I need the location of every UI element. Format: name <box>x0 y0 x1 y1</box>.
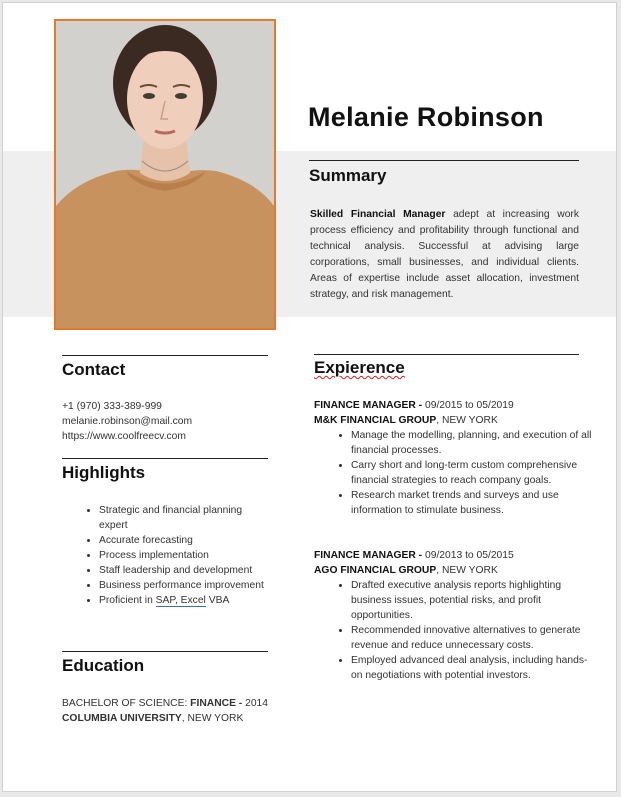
job-company: AGO FINANCIAL GROUP <box>314 565 437 576</box>
summary-heading: Summary <box>309 166 387 185</box>
education-heading: Education <box>62 656 145 675</box>
highlight-suffix: VBA <box>205 595 230 606</box>
portrait-illustration <box>56 21 274 328</box>
highlights-heading: Highlights <box>62 463 146 482</box>
job-dates: 09/2015 to 05/2019 <box>424 400 514 411</box>
highlights-list <box>81 503 271 608</box>
list-item: • Business performance improvement <box>99 578 271 593</box>
summary-text <box>310 207 579 303</box>
experience-rule <box>314 354 579 355</box>
full-name: Melanie Robinson <box>308 102 544 132</box>
list-item: • Employed advanced deal analysis, including hands-on negotiations with potential investors. <box>351 653 597 683</box>
list-item: • Carry short and long-term custom comprehensive financial strategies to reach company goals. <box>351 458 597 488</box>
job-location: , NEW YORK <box>436 415 498 426</box>
experience-heading-text: Expierence <box>314 358 405 377</box>
school-location: , NEW YORK <box>181 713 244 724</box>
highlights-rule <box>62 458 268 459</box>
field: FINANCE - <box>190 698 246 709</box>
skills-link[interactable]: SAP, Excel <box>155 595 206 606</box>
job-title: FINANCE MANAGER - <box>314 550 425 561</box>
list-item: • Process implementation <box>99 548 271 563</box>
school: COLUMBIA UNIVERSITY <box>62 713 182 724</box>
resume-page <box>2 2 617 792</box>
job-bullets <box>333 428 597 518</box>
list-item <box>99 593 271 608</box>
contact-heading: Contact <box>62 360 126 379</box>
list-item: • Accurate forecasting <box>99 533 271 548</box>
list-item: • Recommended innovative alternatives to generate revenue and reduce unnecessary costs. <box>351 623 597 653</box>
list-item: • Staff leadership and development <box>99 563 271 578</box>
year: 2014 <box>245 698 269 709</box>
summary-rule <box>309 160 579 161</box>
summary-lead: Skilled Financial Manager <box>310 209 446 220</box>
job-dates: 09/2013 to 05/2015 <box>424 550 514 561</box>
contact-email[interactable]: melanie.robinson@mail.com <box>62 416 193 427</box>
experience-heading <box>314 358 405 378</box>
degree: BACHELOR OF SCIENCE: <box>62 698 191 709</box>
job-title-line <box>314 548 514 563</box>
job-company: M&K FINANCIAL GROUP <box>314 415 437 426</box>
job-company-line <box>314 413 498 428</box>
education-degree-line <box>62 696 268 712</box>
profile-photo <box>54 19 276 330</box>
job-bullets <box>333 578 597 683</box>
list-item: • Research market trends and surveys and use information to stimulate business. <box>351 488 597 518</box>
list-item: • Manage the modelling, planning, and execution of all financial processes. <box>351 428 597 458</box>
education-school-line <box>62 711 243 727</box>
job-location: , NEW YORK <box>436 565 498 576</box>
contact-rule <box>62 355 268 356</box>
job-company-line <box>314 563 498 578</box>
job-title-line <box>314 398 514 413</box>
education-rule <box>62 651 268 652</box>
job-title: FINANCE MANAGER - <box>314 400 425 411</box>
summary-body: adept at increasing work process efficiency and profitability through functional and technical analysis. Successful at advising large corporations, small businesses, and individual clients. Areas of expertise include asset allocation, investment strategy, and risk management. <box>310 209 579 300</box>
contact-website[interactable]: https://www.coolfreecv.com <box>62 431 186 442</box>
contact-phone: +1 (970) 333-389-999 <box>62 401 162 412</box>
list-item: • Strategic and financial planning expert <box>99 503 271 533</box>
highlight-prefix: Proficient in <box>99 595 156 606</box>
list-item: • Drafted executive analysis reports highlighting business issues, potential risks, and profit opportunities. <box>351 578 597 623</box>
